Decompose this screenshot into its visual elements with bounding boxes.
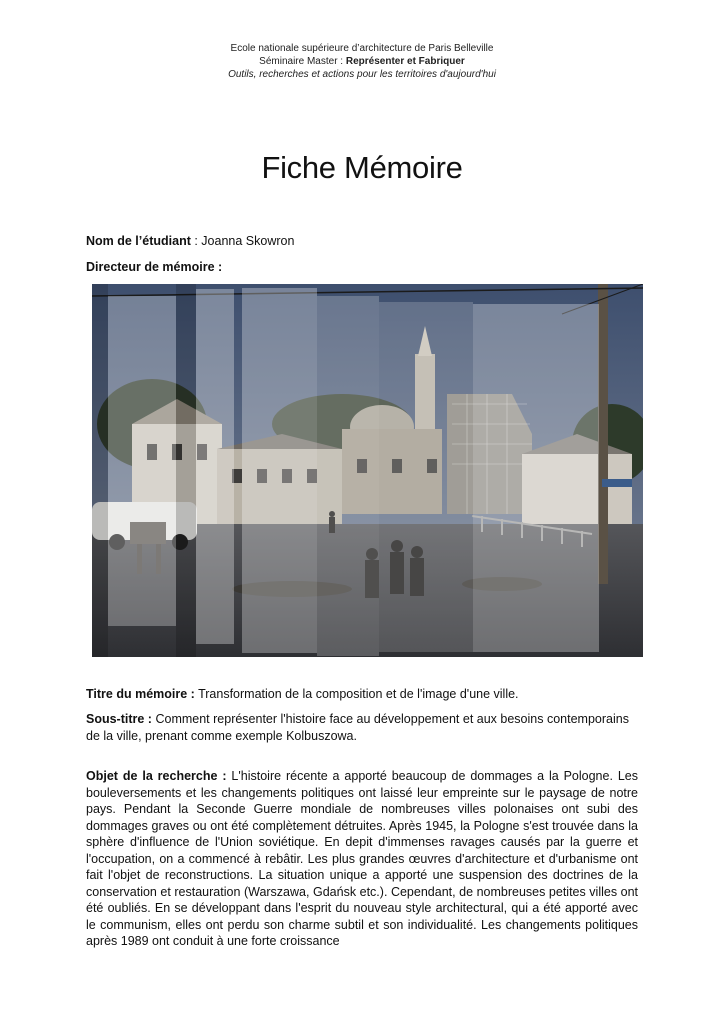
collage-photo — [92, 284, 643, 657]
school-name: Ecole nationale supérieure d’architecture de Paris Belleville — [230, 43, 494, 54]
seminar-name: Représenter et Fabriquer — [345, 56, 465, 67]
memoir-title-value: Transformation de la composition et de l'image d'une ville. — [198, 687, 519, 701]
page-title: Fiche Mémoire — [261, 150, 463, 185]
memoir-title-field — [86, 686, 638, 703]
research-label: Objet de la recherche : — [86, 769, 227, 783]
subtitle-value: Comment représenter l'histoire face au développement et aux besoins contemporains de la ville, prenant comme exemple Kolbuszowa. — [86, 712, 629, 743]
director-field — [86, 259, 638, 276]
seminar-line — [0, 55, 724, 68]
seminar-subtitle: Outils, recherches et actions pour les territoires d'aujourd'hui — [228, 69, 496, 80]
research-field — [86, 768, 638, 950]
student-label: Nom de l’étudiant — [86, 234, 191, 248]
student-separator: : — [190, 234, 202, 248]
collage-photo-image — [92, 284, 643, 657]
seminar-prefix: Séminaire Master : — [259, 56, 344, 67]
document-header — [0, 42, 724, 81]
director-label: Directeur de mémoire : — [86, 260, 223, 274]
subtitle-label: Sous-titre : — [86, 712, 152, 726]
subtitle-field — [86, 711, 638, 744]
student-name: Joanna Skowron — [201, 234, 295, 248]
research-text: L'histoire récente a apporté beaucoup de dommages a la Pologne. Les bouleversements et les changements politiques ont laissé leur empreinte sur le paysage de notre pays. Pendant la Seconde Guerre mondiale de nombreuses villes polonaises ont subi des dommages graves ou ont été complètement détruites. Après 1945, la Pologne s'est trouvée dans la sphère d'influence de l'Union soviétique. En depit d'immenses ravages causés par la guerre et l'occupation, on a commencé à rebâtir. Les plus grandes œuvres d'architecture et d'urbanisme ont fait l'objet de reconstructions. La situation unique a apporté une suspension des doctrines de la conservation et restauration (Warszawa, Gdańsk etc.). Cependant, de nombreuses petites villes ont été oubliés. En se développant dans l'esprit du nouveau style architectural, qui a été apporté avec le communism, elles ont perdu son charme subtil et son individualité. Les changements politiques après 1989 ont conduit à une forte croissance — [86, 769, 638, 948]
memoir-title-label: Titre du mémoire : — [86, 687, 195, 701]
student-field — [86, 233, 638, 250]
